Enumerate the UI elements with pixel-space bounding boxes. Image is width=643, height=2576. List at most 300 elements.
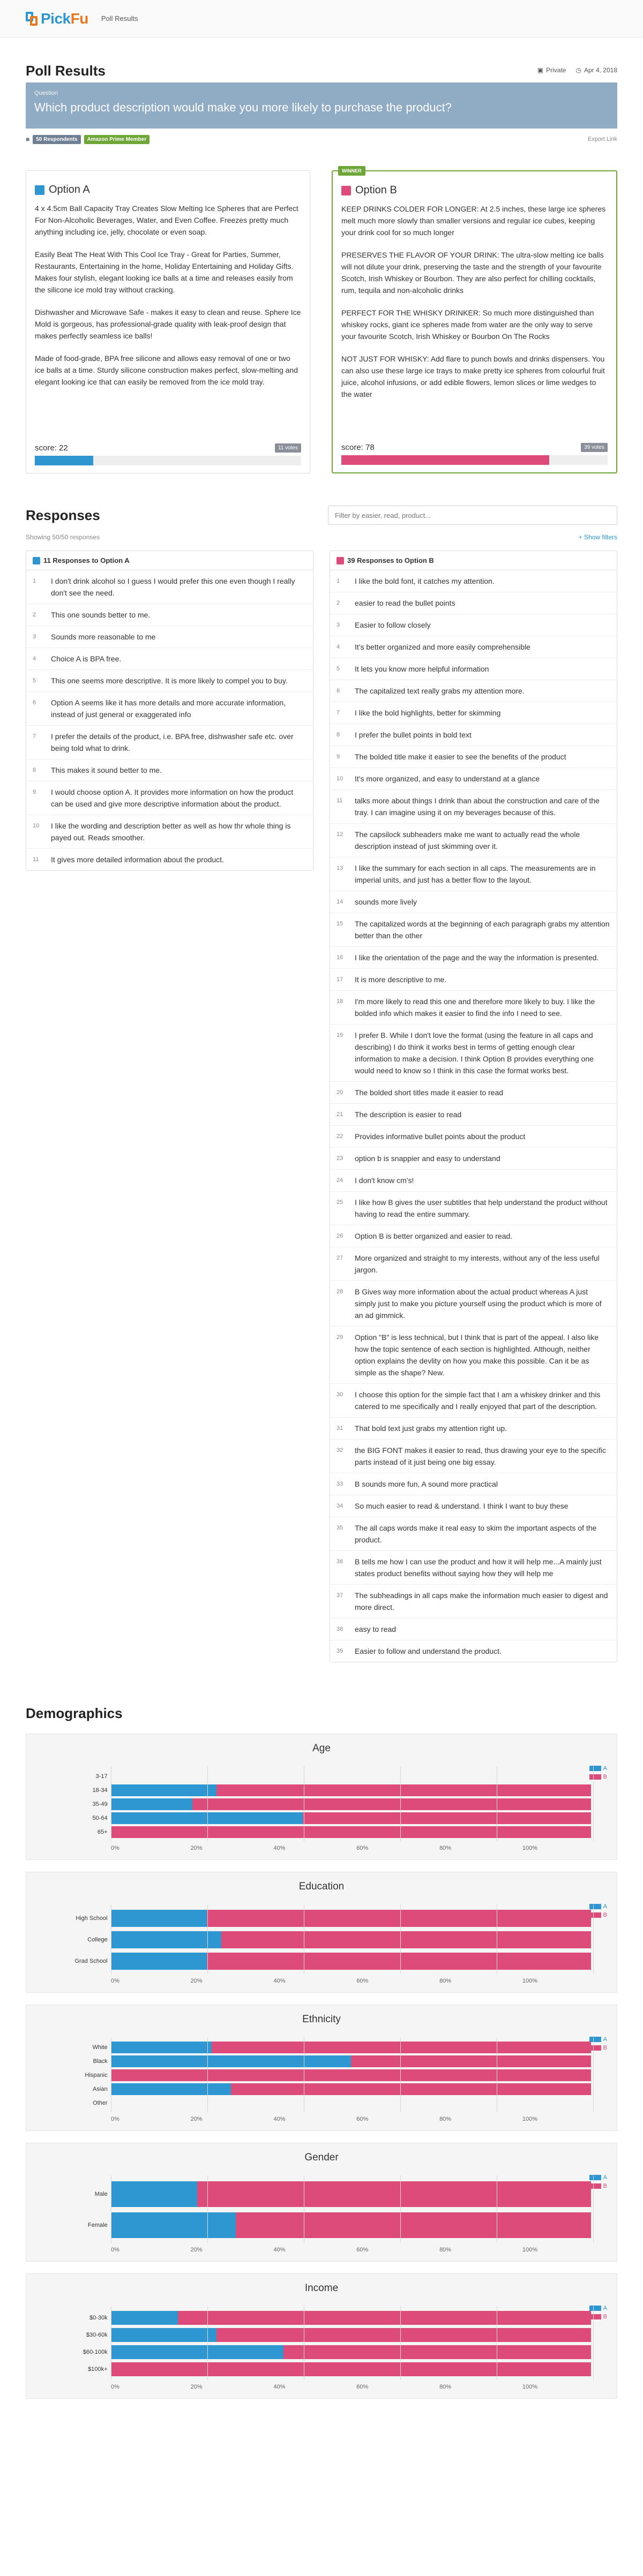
response-number: 19 [337, 1032, 343, 1038]
privacy-indicator [537, 66, 566, 74]
row-label: College [87, 1937, 108, 1943]
bar-segment-b [212, 2042, 591, 2053]
bar-segment-a [111, 2345, 284, 2359]
date-indicator [575, 66, 617, 74]
x-axis [52, 2112, 537, 2126]
response-text: The description is easier to read [355, 1110, 462, 1119]
row-label: 18-34 [92, 1787, 108, 1794]
option-b-responses [330, 551, 617, 1662]
tick-label: 60% [356, 1978, 369, 1984]
response-item [26, 815, 313, 849]
response-item [330, 1025, 617, 1082]
response-item [330, 768, 617, 790]
response-number: 8 [337, 732, 340, 738]
legend-item [589, 2313, 607, 2321]
legend-item [589, 2182, 607, 2190]
response-item [330, 790, 617, 824]
option-b-score [341, 443, 375, 452]
chart-row [52, 2179, 591, 2210]
clock-icon: ◷ [575, 66, 581, 74]
response-item [330, 1517, 617, 1551]
demographics-heading: Demographics [26, 1705, 123, 1721]
bar-segment-a [111, 1953, 207, 1970]
option-a-score [35, 443, 68, 453]
legend-label: B [603, 2314, 607, 2320]
option-a-title: Option A [49, 184, 90, 195]
response-number: 34 [337, 1503, 343, 1509]
response-number: 24 [337, 1177, 343, 1184]
bar-segment-a [111, 2328, 216, 2342]
response-item [330, 969, 617, 991]
response-text: This one seems more descriptive. It is more likely to compel you to buy. [51, 676, 288, 685]
response-text: Sounds more reasonable to me [51, 632, 156, 641]
response-text: So much easier to read & understand. I think I want to buy these [355, 1502, 569, 1510]
legend-item [589, 1911, 607, 1919]
response-text: B sounds more fun, A sound more practical [355, 1480, 498, 1488]
response-text: Choice A is BPA free. [51, 654, 122, 663]
chart-row [52, 2326, 591, 2344]
lock-icon: ▣ [537, 66, 544, 74]
legend-item [589, 2304, 607, 2313]
response-number: 3 [337, 622, 340, 628]
bar-segment-a [111, 2311, 178, 2325]
response-text: I'm more likely to read this one and therefore more likely to buy. I like the bolded info which makes it easier to find the info I need to see. [355, 997, 595, 1018]
chart-row [52, 1908, 591, 1929]
response-text: The all caps words make it real easy to skim the important aspects of the product. [355, 1524, 597, 1544]
response-item [26, 849, 313, 870]
tick-label: 40% [273, 2247, 286, 2253]
response-number: 31 [337, 1425, 343, 1432]
tick-label: 60% [356, 1845, 369, 1851]
option-a-card [26, 170, 310, 473]
response-item [26, 726, 313, 759]
response-text: Provides informative bullet points about the product [355, 1132, 526, 1141]
tick-label: 40% [273, 1845, 286, 1851]
tick-label: 80% [439, 2384, 452, 2390]
response-number: 22 [337, 1133, 343, 1140]
chart-row [52, 1783, 591, 1797]
response-item [26, 692, 313, 726]
legend-label: A [603, 1903, 607, 1910]
response-item [26, 648, 313, 670]
logo-icon [26, 12, 38, 26]
tick-label: 80% [439, 2247, 452, 2253]
response-number: 38 [337, 1626, 343, 1632]
row-label: $60-100k [83, 2349, 108, 2355]
row-label: Female [87, 2222, 108, 2228]
response-text: The subheadings in all caps make the information much easier to digest and more direct. [355, 1591, 608, 1611]
tick-label: 100% [522, 2116, 537, 2122]
chart-row [52, 2068, 591, 2082]
response-item [330, 947, 617, 969]
row-label: Male [94, 2191, 108, 2197]
chart-row [52, 2040, 591, 2054]
x-axis [52, 2380, 537, 2394]
tick-label: 100% [522, 2384, 537, 2390]
tick-label: 20% [190, 1845, 203, 1851]
response-number: 39 [337, 1648, 343, 1654]
response-number: 5 [337, 666, 340, 672]
legend-label: A [603, 2036, 607, 2043]
bar-segment-b [283, 2345, 591, 2359]
row-label: Asian [93, 2086, 108, 2092]
response-item [330, 724, 617, 746]
row-label: 50-64 [92, 1815, 108, 1821]
nav-poll-results[interactable]: Poll Results [101, 14, 138, 22]
response-item [330, 891, 617, 913]
response-item [330, 1440, 617, 1473]
option-b-swatch [337, 557, 344, 564]
response-item [26, 759, 313, 781]
score-label: score: [341, 443, 363, 452]
response-text: Easier to follow closely [355, 621, 431, 629]
response-text: talks more about things I drink than about the construction and care of the tray. I can imagine using it on my beverages because of this. [355, 796, 600, 817]
response-number: 9 [337, 754, 340, 760]
response-text: That bold text just grabs my attention right up. [355, 1424, 507, 1433]
option-b-title: Option B [355, 184, 397, 196]
question-text: Which product description would make you more likely to purchase the product? [34, 101, 452, 114]
tick-label: 80% [439, 1845, 452, 1851]
response-item [330, 1247, 617, 1281]
bar-segment-a [111, 1798, 192, 1810]
legend-item [589, 1773, 607, 1781]
response-number: 32 [337, 1447, 343, 1453]
bar-segment-b [178, 2311, 591, 2325]
question-box [26, 82, 617, 129]
legend-item [589, 2035, 607, 2044]
response-item [330, 1551, 617, 1585]
tick-label: 80% [439, 1978, 452, 1984]
x-axis [52, 1841, 537, 1855]
tick-label: 20% [190, 2116, 203, 2122]
response-text: This one sounds better to me. [51, 611, 151, 619]
response-text: It gives more detailed information about the product. [51, 855, 224, 864]
response-text: Option "B" is less technical, but I think that is part of the appeal. I also like how the topic sentence of each section is highlighted. Although, neither option explains the devlity on how you make this possible. Can it be as simple as the shape? New. [355, 1333, 599, 1377]
tick-label: 40% [273, 1978, 286, 1984]
respondents-badge: 50 Respondents [33, 135, 80, 144]
response-item [330, 1192, 617, 1225]
people-icon: ■ [26, 135, 30, 143]
response-number: 10 [337, 775, 343, 782]
tick-label: 40% [273, 2116, 286, 2122]
legend-item [589, 1902, 607, 1911]
row-label: High School [76, 1915, 108, 1922]
response-text: This makes it sound better to me. [51, 766, 162, 774]
response-text: I like the summary for each section in all caps. The measurements are in imperial units, and just has a better flow to the layout. [355, 864, 596, 884]
bar-segment-b [111, 2069, 591, 2081]
score-bar-fill [35, 456, 93, 465]
response-item [330, 1082, 617, 1104]
response-number: 4 [337, 644, 340, 650]
option-a-description [35, 202, 301, 398]
response-text: The bolded short titles made it easier to read [355, 1088, 504, 1097]
bar-segment-b [207, 1953, 591, 1970]
response-item [330, 746, 617, 768]
response-item [330, 1225, 617, 1247]
response-item [26, 781, 313, 815]
chart-row [52, 1811, 591, 1825]
response-item [330, 1418, 617, 1440]
legend-label: A [603, 1765, 607, 1772]
response-number: 11 [33, 856, 39, 863]
response-number: 9 [33, 789, 36, 795]
option-a-responses-header: 11 Responses to Option A [43, 556, 130, 564]
option-b-responses-header: 39 Responses to Option B [347, 556, 434, 564]
response-item [330, 913, 617, 947]
tick-label: 20% [190, 2384, 203, 2390]
option-a-paragraph: 4 x 4.5cm Ball Capacity Tray Creates Slow Melting Ice Spheres that are Perfect For Non-Alcoholic Beverages, Water, and Even Coffee. Freezes pretty much anything including ice, jelly, chocolate or even soap. [35, 204, 298, 236]
row-label: $30-60k [86, 2332, 108, 2338]
score-label: score: [35, 443, 57, 453]
response-text: I would choose option A. It provides more information on how the product can be used and give more descriptive information about the product. [51, 788, 294, 808]
option-b-paragraph: PRESERVES THE FLAVOR OF YOUR DRINK: The ultra-slow melting ice balls will not dilute your drink, preserving the taste and the strength of your favourite Scotch, Irish Whiskey or Bourbon. They are also perfect for chilling cocktails, rum, tequila and non-alcoholic drinks [341, 251, 604, 295]
chart-title: Income [304, 2283, 339, 2294]
legend-item [589, 2173, 607, 2182]
demographic-chart-ethnicity [26, 2005, 617, 2131]
response-item [330, 991, 617, 1025]
response-number: 16 [337, 954, 343, 961]
response-text: Option A seems like it has more details and more accurate information, instead of just general or exaggerated info [51, 698, 286, 719]
tick-label: 20% [190, 2247, 203, 2253]
bar-segment-b [303, 1812, 591, 1824]
response-number: 28 [337, 1289, 343, 1295]
chart-legend [589, 1902, 607, 1919]
chart-row [52, 1797, 591, 1811]
legend-item [589, 2044, 607, 2052]
response-number: 29 [337, 1334, 343, 1340]
legend-label: A [603, 2174, 607, 2181]
response-text: I choose this option for the simple fact that I am a whiskey drinker and this catered to me specifically and I really enjoyed that part of the description. [355, 1390, 601, 1411]
chart-row [52, 1950, 591, 1972]
row-label: 65+ [97, 1829, 108, 1835]
demographic-chart-education [26, 1872, 617, 1993]
response-number: 1 [337, 578, 340, 584]
bar-segment-a [111, 1784, 216, 1796]
tick-label: 80% [439, 2116, 452, 2122]
chart-row [52, 2361, 591, 2378]
response-text: I prefer the bullet points in bold text [355, 730, 472, 739]
response-text: I prefer the details of the product, i.e. BPA free, dishwasher safe etc. over being told what to drink. [51, 732, 294, 752]
chart-title: Ethnicity [302, 2014, 341, 2025]
option-b-swatch [341, 186, 351, 195]
response-number: 6 [33, 699, 36, 706]
response-text: The capsilock subheaders make me want to actually read the whole description instead of just skimming over it. [355, 830, 580, 850]
tick-label: 100% [522, 1845, 537, 1851]
response-number: 5 [33, 677, 36, 684]
bar-segment-b [221, 1931, 591, 1949]
bar-segment-a [111, 2055, 351, 2067]
response-item [330, 1170, 617, 1192]
export-link[interactable]: Export Link [587, 136, 617, 142]
response-number: 7 [33, 733, 36, 740]
responses-heading: Responses [26, 507, 100, 523]
bar-segment-b [216, 1784, 591, 1796]
response-item [330, 1495, 617, 1517]
response-number: 14 [337, 899, 343, 905]
response-number: 7 [337, 710, 340, 716]
response-item [330, 570, 617, 592]
chart-row [52, 2054, 591, 2068]
bar-segment-b [216, 2328, 591, 2342]
response-number: 35 [337, 1525, 343, 1531]
response-item [330, 824, 617, 857]
logo-text-pick: Pick [41, 10, 71, 27]
chart-title: Age [312, 1743, 331, 1754]
bar-segment-a [111, 2042, 212, 2053]
response-text: The capitalized text really grabs my attention more. [355, 687, 525, 695]
response-text: Easier to follow and understand the product. [355, 1647, 502, 1655]
response-text: option b is snappier and easy to understand [355, 1154, 500, 1163]
response-text: I like the orientation of the page and the way the information is presented. [355, 953, 599, 962]
legend-label: B [603, 2183, 607, 2189]
row-label: 3-17 [95, 1773, 108, 1780]
bar-segment-a [111, 2181, 197, 2207]
response-text: It is more descriptive to me. [355, 975, 447, 984]
option-b-description [341, 203, 608, 411]
row-label: Hispanic [85, 2072, 108, 2078]
tick-label: 100% [522, 1978, 537, 1984]
bar-segment-b [111, 1826, 591, 1837]
response-text: I don't drink alcohol so I guess I would prefer this one even though I really don't see the need. [51, 577, 295, 597]
legend-label: B [603, 1774, 607, 1780]
privacy-label: Private [546, 66, 566, 74]
responses-count: Showing 50/50 responses [26, 533, 100, 541]
chart-row [52, 2210, 591, 2241]
x-axis [52, 1974, 537, 1988]
chart-row [52, 2309, 591, 2326]
bar-segment-b [351, 2055, 591, 2067]
tick-label: 0% [111, 2384, 119, 2390]
option-a-paragraph: Dishwasher and Microwave Safe - makes it easy to clean and reuse. Sphere Ice Mold is gorgeous, has professional-grade quality with leak-proof design that makes perfectly seamless ice balls! [35, 308, 301, 340]
chart-legend [589, 2035, 607, 2052]
row-label: Black [93, 2058, 108, 2065]
score-bar-fill [341, 455, 549, 465]
option-b-score-bar [341, 455, 608, 465]
option-b-paragraph: KEEP DRINKS COLDER FOR LONGER: At 2.5 inches, these large ice spheres melt much more slowly than smaller versions and regular ice cubes, keeping your drink cool for so much longer [341, 205, 606, 237]
response-number: 11 [337, 797, 343, 804]
response-item [26, 626, 313, 648]
x-axis [52, 2243, 537, 2257]
response-item [330, 1473, 617, 1495]
demographic-chart-gender [26, 2143, 617, 2262]
response-text: More organized and straight to my interests, without any of the less useful jargon. [355, 1254, 600, 1274]
response-item [26, 670, 313, 692]
response-number: 6 [337, 688, 340, 694]
option-a-votes: 11 votes [275, 443, 301, 453]
filter-responses-input[interactable] [328, 506, 617, 525]
response-text: It lets you know more helpful information [355, 665, 489, 673]
bar-segment-b [231, 2083, 591, 2095]
response-number: 27 [337, 1255, 343, 1261]
response-item [330, 857, 617, 891]
option-a-swatch [33, 557, 40, 564]
chart-row [52, 2096, 591, 2110]
chart-legend [589, 2173, 607, 2190]
bar-segment-b [192, 1798, 591, 1810]
demographic-chart-age [26, 1734, 617, 1860]
response-number: 12 [337, 831, 343, 838]
chart-title: Gender [304, 2152, 339, 2163]
option-a-score-bar [35, 456, 301, 465]
response-item [330, 1281, 617, 1327]
response-number: 36 [337, 1558, 343, 1565]
chart-row [52, 2344, 591, 2361]
option-b-votes: 39 votes [581, 443, 608, 452]
response-item [330, 1126, 617, 1148]
row-label: White [92, 2044, 108, 2051]
response-number: 2 [33, 612, 36, 618]
response-number: 15 [337, 921, 343, 927]
response-item [330, 702, 617, 724]
response-number: 18 [337, 998, 343, 1005]
pickfu-logo[interactable] [26, 10, 88, 27]
segment-badge: Amazon Prime Member [84, 135, 150, 144]
chart-row [52, 2082, 591, 2096]
response-number: 20 [337, 1089, 343, 1096]
row-label: $100k+ [88, 2366, 108, 2372]
bar-segment-a [111, 1812, 303, 1824]
response-item [330, 680, 617, 702]
response-number: 37 [337, 1592, 343, 1599]
tick-label: 0% [111, 2247, 119, 2253]
response-text: the BIG FONT makes it easier to read, thus drawing your eye to the specific parts instead of it just being one big essay. [355, 1446, 606, 1466]
response-item [330, 1104, 617, 1126]
response-number: 17 [337, 976, 343, 983]
response-number: 21 [337, 1111, 343, 1118]
response-text: B Gives way more information about the actual product whereas A just simply just to make you picture yourself using the product which is more of an ad gimmick. [355, 1287, 602, 1320]
response-text: easier to read the bullet points [355, 599, 455, 607]
response-text: It's more organized, and easy to understand at a glance [355, 774, 540, 783]
response-text: Option B is better organized and easier to read. [355, 1232, 513, 1240]
response-number: 10 [33, 823, 40, 829]
demographic-chart-income [26, 2273, 617, 2399]
page-title: Poll Results [26, 63, 106, 79]
legend-label: A [603, 2305, 607, 2311]
tick-label: 0% [111, 1978, 119, 1984]
response-item [330, 592, 617, 614]
response-number: 25 [337, 1199, 343, 1206]
response-text: easy to read [355, 1625, 397, 1633]
response-number: 1 [33, 578, 36, 584]
response-number: 30 [337, 1391, 343, 1398]
response-text: B tells me how I can use the product and how it will help me...A mainly just states product benefits without saying how they will help me [355, 1557, 602, 1578]
tick-label: 60% [356, 2384, 369, 2390]
legend-label: B [603, 1912, 607, 1918]
response-item [330, 614, 617, 636]
option-a-paragraph: Easily Beat The Heat With This Cool Ice Tray - Great for Parties, Summer, Restaurants, Entertaining in the home, Holiday Entertaining and Holiday Gifts. Makes four stylish, elegant looking ice balls at a time and releases easily from the silicone ice mold tray without cracking. [35, 250, 294, 294]
response-number: 13 [337, 865, 343, 871]
response-number: 23 [337, 1155, 343, 1162]
response-item [330, 1327, 617, 1384]
chart-row [52, 1769, 591, 1783]
show-filters-link[interactable]: + Show filters [578, 533, 617, 541]
row-label: $0-30k [89, 2315, 108, 2321]
response-number: 26 [337, 1233, 343, 1239]
response-text: The capitalized words at the beginning of each paragraph grabs my attention better than the other [355, 920, 610, 940]
response-text: I don't know cm's! [355, 1176, 414, 1185]
response-item [330, 1384, 617, 1418]
response-text: sounds more lively [355, 898, 417, 906]
response-number: 3 [33, 634, 36, 640]
response-text: I prefer B. While I don't love the format (using the feature in all caps and describing) I do think it works best in terms of getting enough clear information to make a decision. I think Option B provides everything one would need to know so I think in this case the format works best. [355, 1031, 594, 1075]
row-label: 35-49 [92, 1801, 108, 1807]
response-item [330, 658, 617, 680]
poll-date: Apr 4, 2018 [584, 66, 617, 74]
chart-row [52, 1825, 591, 1839]
chart-row [52, 1929, 591, 1950]
response-text: The bolded title make it easier to see the benefits of the product [355, 752, 566, 761]
response-item [330, 1585, 617, 1618]
